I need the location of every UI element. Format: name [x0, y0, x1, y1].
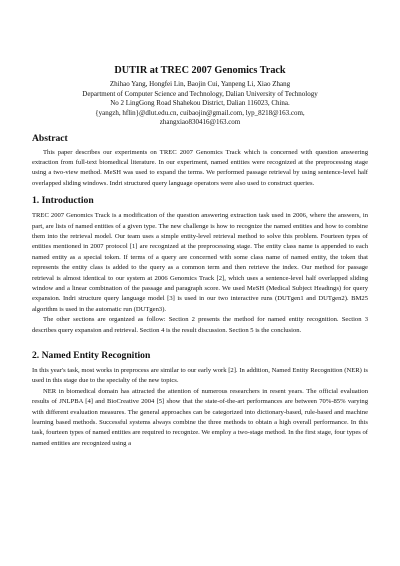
author-emails-line1: {yangzh, hflin}@dlut.edu.cn, cuibaojin@gmail.com, lyp_8218@163.com,	[95, 108, 305, 117]
ner-heading: 2. Named Entity Recognition	[32, 350, 151, 361]
address: No 2 LingGong Road Shahekou District, Dalian 116023, China.	[110, 99, 290, 107]
abstract-paragraph: This paper describes our experiments on TREC 2007 Genomics Track which is concerned with question answering extraction from full-text biomedical literature. In our experiment, named entities were recognized at the preprocessing stage using a two-view method. MeSH was used to expand the terms. We performed passage retrieval by using sentence-level half overlapped sliding windows. Indri structured query language operators were also used to construct queries.	[32, 148, 368, 187]
author-block	[32, 80, 368, 128]
introduction-paragraph-2: The other sections are organized as follow: Section 2 presents the method for named entity recognition. Section 3 describes query expansion and retrieval. Section 4 is the result discussion. Section 5 is the conclusion.	[32, 316, 368, 334]
affiliation: Department of Computer Science and Technology, Dalian University of Technology	[82, 89, 318, 98]
ner-paragraph-2: NER in biomedical domain has attracted the attention of numerous researchers in resent years. The official evaluation results of JNLPBA [4] and BioCreative 2004 [5] show that the state-of-the-art performances are between 70%-85% varying with different evaluation measures. The general approaches can be categorized into dictionary-based, rule-based and machine learning based methods. Successful systems always combine the three methods to obtain a high overall performance. In this task, fourteen types of named entities are required to recognize. We employ a two-stage method. In the first stage, four types of named entities are recognized using a	[32, 387, 368, 447]
introduction-paragraph-1: TREC 2007 Genomics Track is a modification of the question answering extraction task used in 2006, where the answers, in part, are lists of named entities of a given type. The new challenge is how to recognize the named entities and how to combine them into the retrieval model. Our team uses a simple entity-level retrieval method to solve this problem. Fourteen types of entities mentioned in 2007 protocol [1] are recognized at the preprocessing stage. The entity class name is appended to each named entity as a special token. If terms of a query are concerned with some class name of named entity, the token that represents the entity class is added to the query as a common term and then retrieve the index. Our method for passage retrieval is almost identical to our system at 2006 Genomics Track [2], which uses a sentence-level half overlapped sliding window and a linear combination of the passage and paragraph score. We used MeSH (Medical Subject Headings) for query expansion. Indri structure query language model [3] is used in our two interactive runs (DUTgen1 and DUTgen2). BM25 algorithm is used in the automatic run (DUTgen3).	[32, 212, 368, 313]
ner-paragraph-1: In this year's task, most works in preprocess are similar to our early work [2]. In addition, Named Entity Recognition (NER) is used in this stage due to the specialty of the new topics.	[32, 367, 368, 385]
author-names: Zhihao Yang, Hongfei Lin, Baojin Cui, Yanpeng Li, Xiao Zhang	[109, 80, 291, 88]
author-emails-line2: zhangxiao830416@163.com	[159, 118, 241, 126]
abstract-heading: Abstract	[32, 132, 68, 144]
introduction-heading: 1. Introduction	[32, 195, 94, 207]
paper-title: DUTIR at TREC 2007 Genomics Track	[114, 65, 286, 76]
